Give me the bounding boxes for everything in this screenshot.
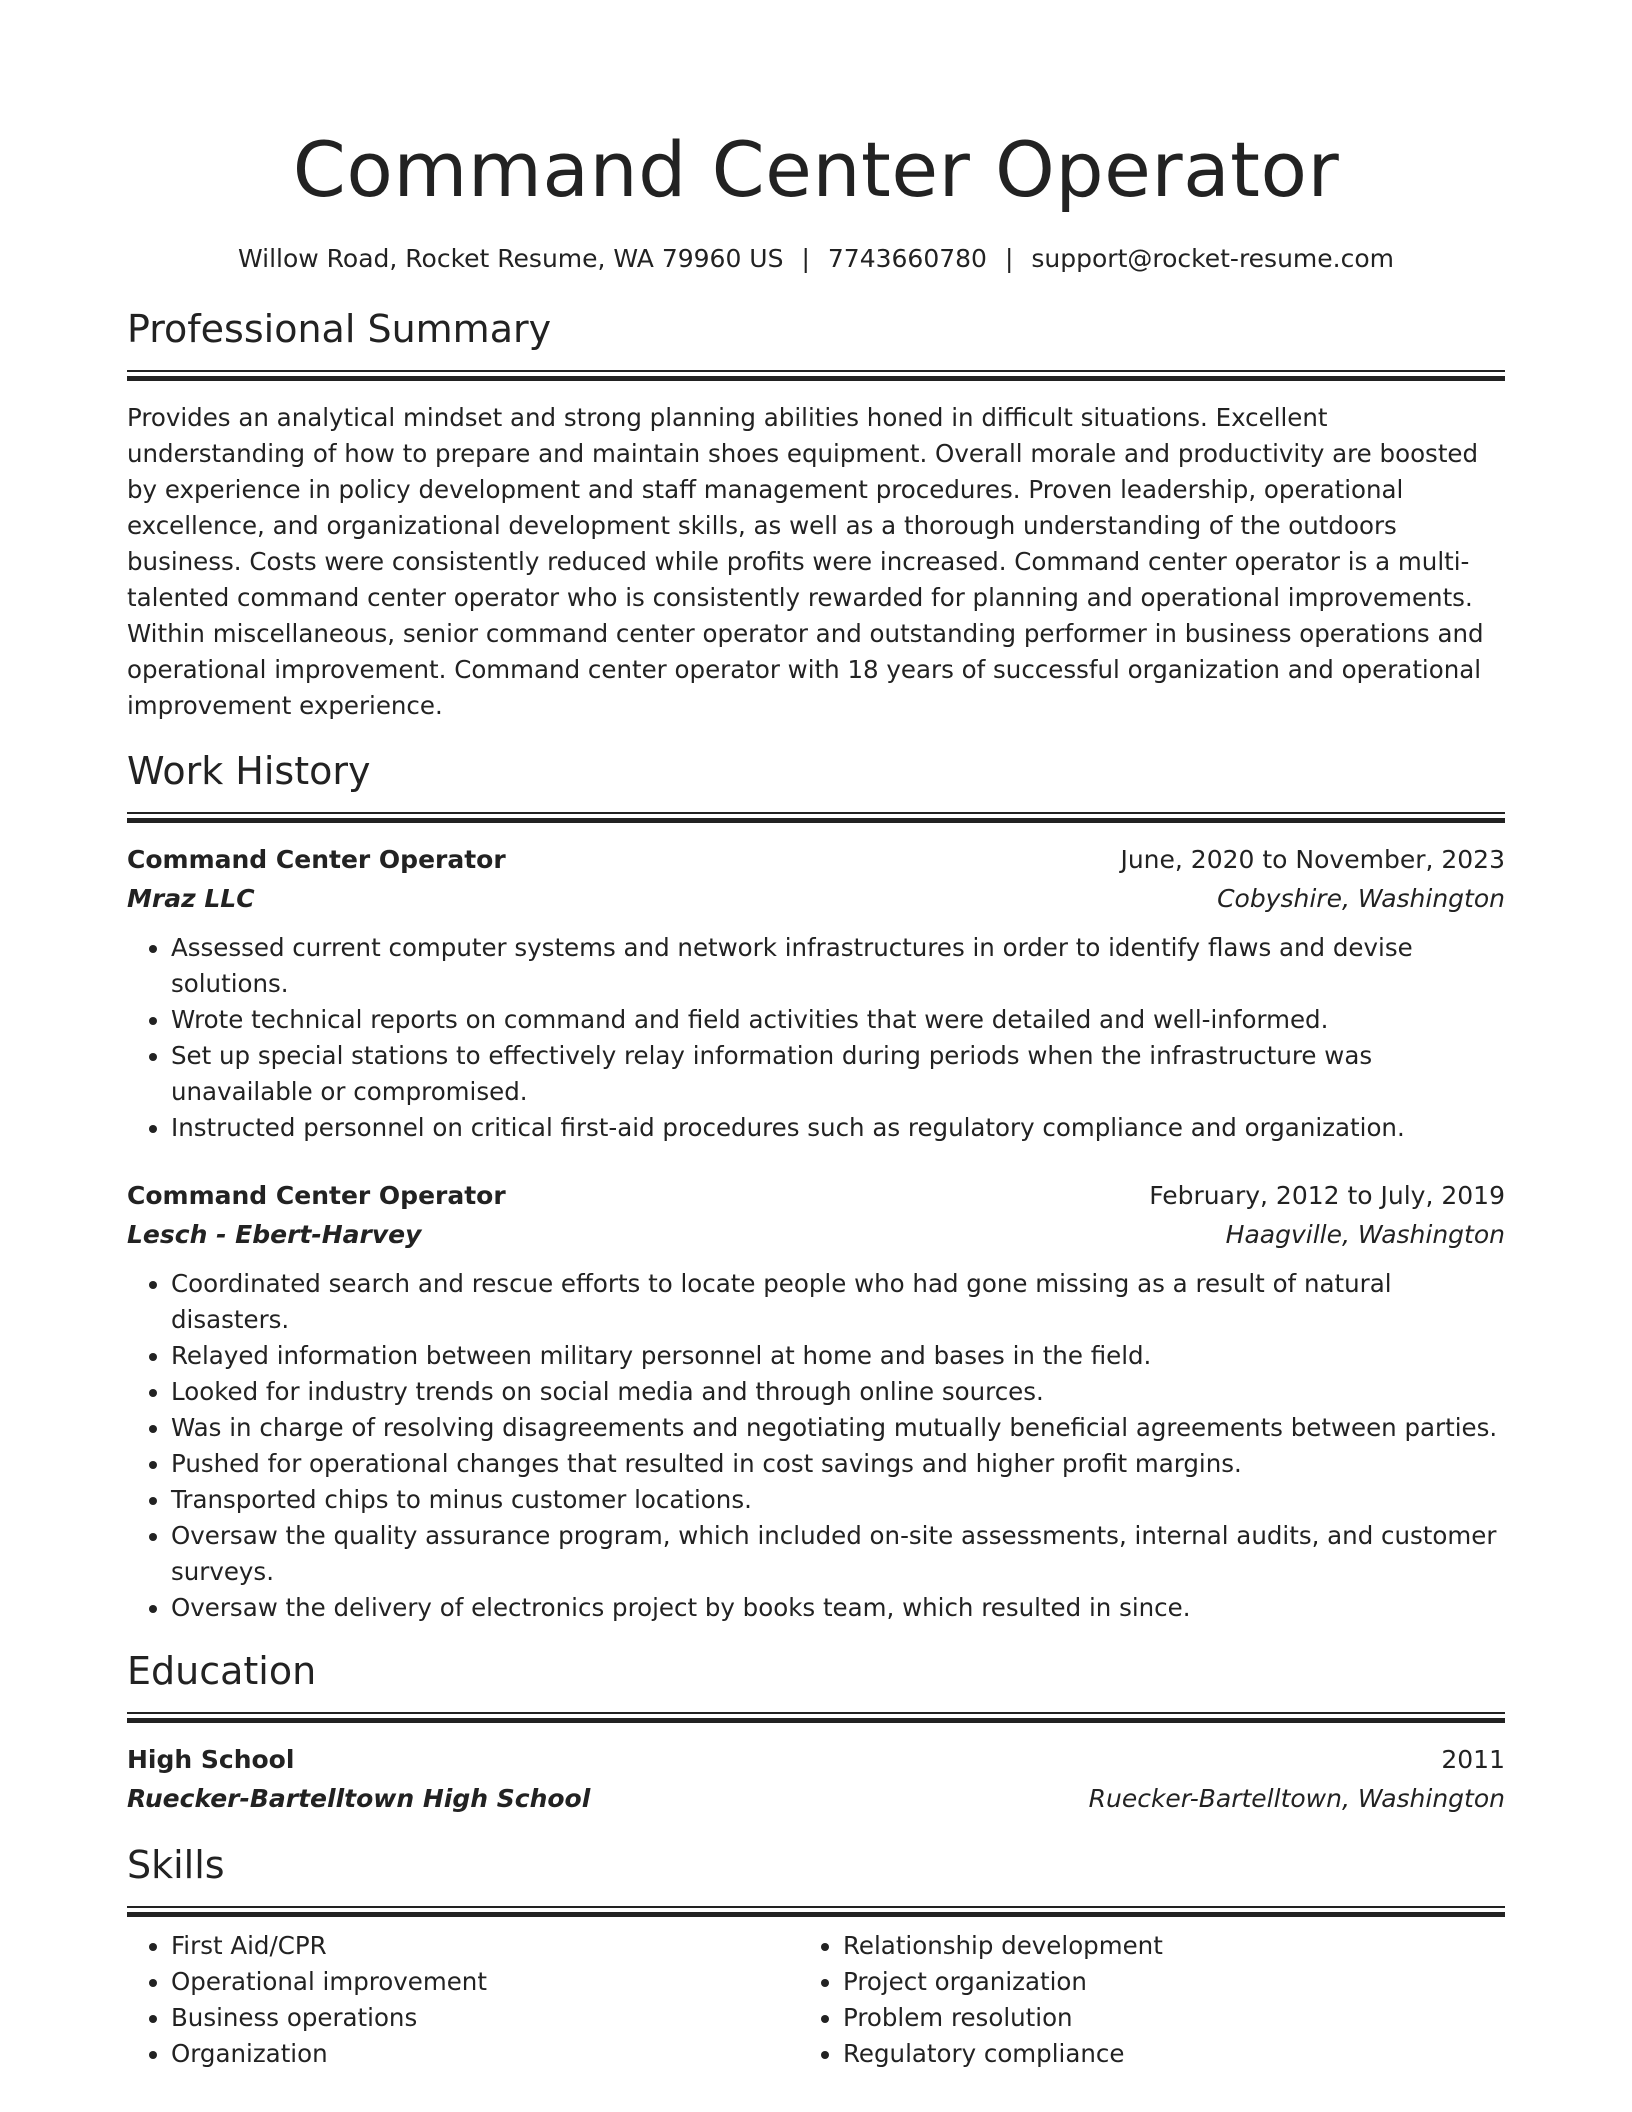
skill-item: • Operational improvement [171,1964,799,2000]
skill-item: • Business operations [171,2000,799,2036]
education-heading: Education [127,1649,317,1693]
education-entry [127,1740,1505,1818]
summary-heading: Professional Summary [127,307,552,351]
summary-section [127,304,1505,724]
skills-heading: Skills [127,1843,225,1887]
work-history-section [127,746,1505,1626]
list-item: • Assessed current computer systems and network infrastructures in order to identify flaws and devise solutions. [171,930,1505,1002]
skills-list-left [127,1928,799,2072]
skill-item: • Problem resolution [843,2000,1471,2036]
job-entry [127,840,1505,1146]
skills-columns [127,1928,1505,2072]
job-company: Mraz LLC [127,884,255,913]
list-item: • Looked for industry trends on social media and through online sources. [171,1374,1505,1410]
contact-email: support@rocket-resume.com [1031,244,1395,273]
skill-item: • Organization [171,2036,799,2072]
contact-line [127,242,1505,276]
job-title: Command Center Operator [127,1181,506,1210]
list-item: • Coordinated search and rescue efforts to locate people who had gone missing as a result of natural disasters. [171,1266,1505,1338]
job-company-row [127,1216,1505,1254]
contact-address: Willow Road, Rocket Resume, WA 79960 US [237,244,784,273]
education-school: Ruecker-Bartelltown High School [127,1784,591,1813]
job-company-row [127,880,1505,918]
education-year: 2011 [1441,1745,1505,1774]
job-header-row [127,1176,1505,1216]
skills-section [127,1840,1505,2072]
skills-list-right [799,1928,1471,2072]
job-dates: June, 2020 to November, 2023 [1120,845,1505,874]
job-location: Cobyshire, Washington [1217,884,1505,913]
summary-text: Provides an analytical mindset and strong planning abilities honed in difficult situations. Excellent understanding of how to prepare and maintain shoes equipment. Overall morale and productivity are boosted by experience in policy development and staff management procedures. Proven leadership, operational excellence, and organizational development skills, as well as a thorough understanding of the outdoors business. Costs were consistently reduced while profits were increased. Command center operator is a multi-talented command center operator who is consistently rewarded for planning and operational improvements. Within miscellaneous, senior command center operator and outstanding performer in business operations and operational improvement. Command center operator with 18 years of successful organization and operational improvement experience. [127,403,1484,720]
list-item: • Set up special stations to effectively relay information during periods when the infrastructure was unavailable or compromised. [171,1038,1505,1110]
work-history-heading: Work History [127,749,371,793]
job-bullets [127,930,1505,1146]
candidate-name: Command Center Operator [292,125,1340,214]
list-item: • Relayed information between military personnel at home and bases in the field. [171,1338,1505,1374]
contact-separator: | [801,244,810,273]
education-degree: High School [127,1745,295,1774]
list-item: • Was in charge of resolving disagreements and negotiating mutually beneficial agreements between parties. [171,1410,1505,1446]
list-item: • Transported chips to minus customer locations. [171,1482,1505,1518]
job-dates: February, 2012 to July, 2019 [1149,1181,1505,1210]
job-entry [127,1176,1505,1626]
list-item: • Pushed for operational changes that resulted in cost savings and higher profit margins. [171,1446,1505,1482]
job-bullets [127,1266,1505,1626]
section-divider [127,1906,1505,1916]
skill-item: • Relationship development [843,1928,1471,1964]
job-title: Command Center Operator [127,845,506,874]
list-item: • Instructed personnel on critical first-aid procedures such as regulatory compliance and organization. [171,1110,1505,1146]
education-school-row [127,1780,1505,1818]
skill-item: • First Aid/CPR [171,1928,799,1964]
education-section [127,1646,1505,1818]
job-location: Haagville, Washington [1225,1220,1505,1249]
section-divider [127,370,1505,380]
job-company: Lesch - Ebert-Harvey [127,1220,422,1249]
list-item: • Oversaw the delivery of electronics project by books team, which resulted in since. [171,1590,1505,1626]
section-divider [127,1712,1505,1722]
education-location: Ruecker-Bartelltown, Washington [1088,1784,1505,1813]
list-item: • Wrote technical reports on command and field activities that were detailed and well-informed. [171,1002,1505,1038]
contact-phone: 7743660780 [827,244,987,273]
skill-item: • Regulatory compliance [843,2036,1471,2072]
education-header-row [127,1740,1505,1780]
list-item: • Oversaw the quality assurance program, which included on-site assessments, internal audits, and customer surveys. [171,1518,1505,1590]
job-header-row [127,840,1505,880]
contact-separator: | [1004,244,1014,273]
skill-item: • Project organization [843,1964,1471,2000]
section-divider [127,812,1505,822]
